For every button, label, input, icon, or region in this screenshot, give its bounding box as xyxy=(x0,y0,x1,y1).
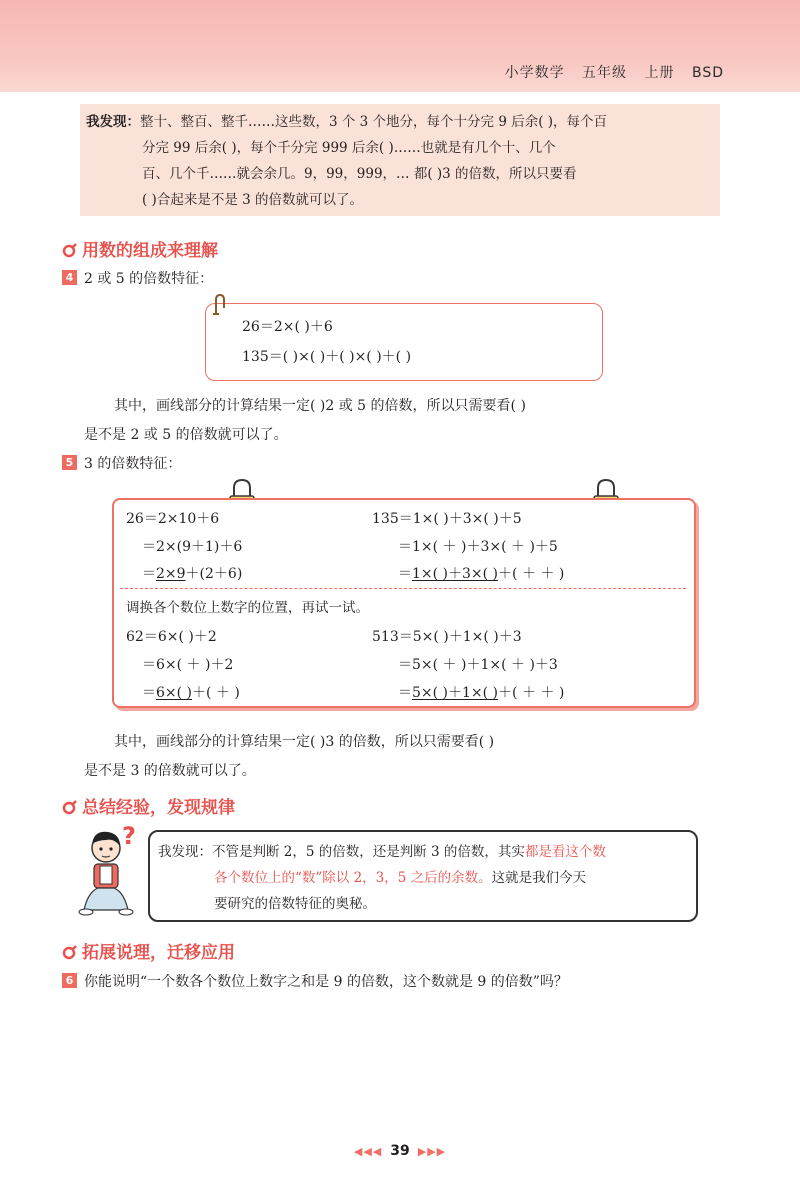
q5-paragraph-2: 是不是 3 的倍数就可以了。 xyxy=(84,763,256,779)
question-number-6: 6 xyxy=(62,973,77,988)
section-title-summary: 总结经验，发现规律 xyxy=(62,793,235,818)
question-5-title: 3 的倍数特征： xyxy=(84,456,182,472)
discover-box xyxy=(80,104,720,216)
section-bullet-icon xyxy=(62,944,78,960)
boy-icon xyxy=(78,822,154,922)
question-6-text: 你能说明“一个数各个数位上数字之和是 9 的倍数，这个数就是 9 的倍数”吗？ xyxy=(84,974,568,990)
speech-line-3: 要研究的倍数特征的奥秘。 xyxy=(214,896,376,912)
q5-right-a1: 135＝1×( )＋3×( )＋5 xyxy=(372,511,522,527)
swap-instruction: 调换各个数位上数字的位置，再试一试。 xyxy=(126,600,369,616)
q5-right-a2: ＝1×( ＋ )＋3×( ＋ )＋5 xyxy=(398,539,558,555)
q5-right-a3: ＝1×( )＋3×( )＋( ＋ ＋ ) xyxy=(398,566,565,582)
right-arrows-icon: ▶▶▶ xyxy=(417,1145,447,1158)
q5-right-b3: ＝5×( )＋1×( )＋( ＋ ＋ ) xyxy=(398,685,565,701)
section-bullet-icon xyxy=(62,799,78,815)
section-title-composition: 用数的组成来理解 xyxy=(62,236,218,261)
q5-left-b3: ＝6×( )＋( ＋ ) xyxy=(142,685,240,701)
q5-left-a1: 26＝2×10＋6 xyxy=(126,511,220,527)
discover-line-1: 我发现：整十、整百、整千……这些数，3 个 3 个地分，每个十分完 9 后余( )，每个百 xyxy=(86,114,608,130)
q4-equation-1: 26＝2×( )＋6 xyxy=(242,319,333,335)
question-number-5: 5 xyxy=(62,455,77,470)
speech-box xyxy=(148,830,698,922)
q5-left-a3: ＝2×9＋(2＋6) xyxy=(142,566,243,582)
question-number-4: 4 xyxy=(62,270,77,285)
header-band xyxy=(0,0,800,92)
q5-paragraph-1: 其中，画线部分的计算结果一定( )3 的倍数，所以只需要看( ) xyxy=(114,734,495,750)
q5-equation-box xyxy=(112,498,696,708)
pencil-icon xyxy=(210,294,226,316)
q5-left-b2: ＝6×( ＋ )＋2 xyxy=(142,657,234,673)
discover-line-3: 百、几个千……就会余几。9，99，999，… 都( )3 的倍数，所以只要看 xyxy=(142,166,577,182)
q4-paragraph-2: 是不是 2 或 5 的倍数就可以了。 xyxy=(84,427,288,443)
q5-left-a2: ＝2×(9＋1)＋6 xyxy=(142,539,243,555)
q4-equation-2: 135＝( )×( )＋( )×( )＋( ) xyxy=(242,349,412,365)
question-mark-icon: ? xyxy=(122,822,136,850)
section-title-extend: 拓展说理，迁移应用 xyxy=(62,938,235,963)
q4-paragraph-1: 其中，画线部分的计算结果一定( )2 或 5 的倍数，所以只需要看( ) xyxy=(114,398,526,414)
speech-line-2: 各个数位上的“数”除以 2，3，5 之后的余数。这就是我们今天 xyxy=(214,870,587,886)
question-4-title: 2 或 5 的倍数特征： xyxy=(84,271,214,287)
divider xyxy=(120,588,686,589)
discover-line-2: 分完 99 后余( )，每个千分完 999 后余( )……也就是有几个十、几个 xyxy=(142,140,556,156)
left-arrows-icon: ◀◀◀ xyxy=(353,1145,383,1158)
q5-right-b2: ＝5×( ＋ )＋1×( ＋ )＋3 xyxy=(398,657,558,673)
q5-left-b1: 62＝6×( )＋2 xyxy=(126,629,217,645)
speech-line-1: 我发现：不管是判断 2，5 的倍数，还是判断 3 的倍数，其实都是看这个数 xyxy=(158,844,606,860)
discover-line-4: ( )合起来是不是 3 的倍数就可以了。 xyxy=(142,192,363,208)
q4-equation-box xyxy=(205,303,603,381)
q5-right-b1: 513＝5×( )＋1×( )＋3 xyxy=(372,629,522,645)
section-bullet-icon xyxy=(62,242,78,258)
page-number: ◀◀◀ 39 ▶▶▶ xyxy=(353,1143,447,1159)
book-title: 小学数学 五年级 上册 BSD xyxy=(504,65,724,81)
discover-label: 我发现： xyxy=(86,114,140,130)
